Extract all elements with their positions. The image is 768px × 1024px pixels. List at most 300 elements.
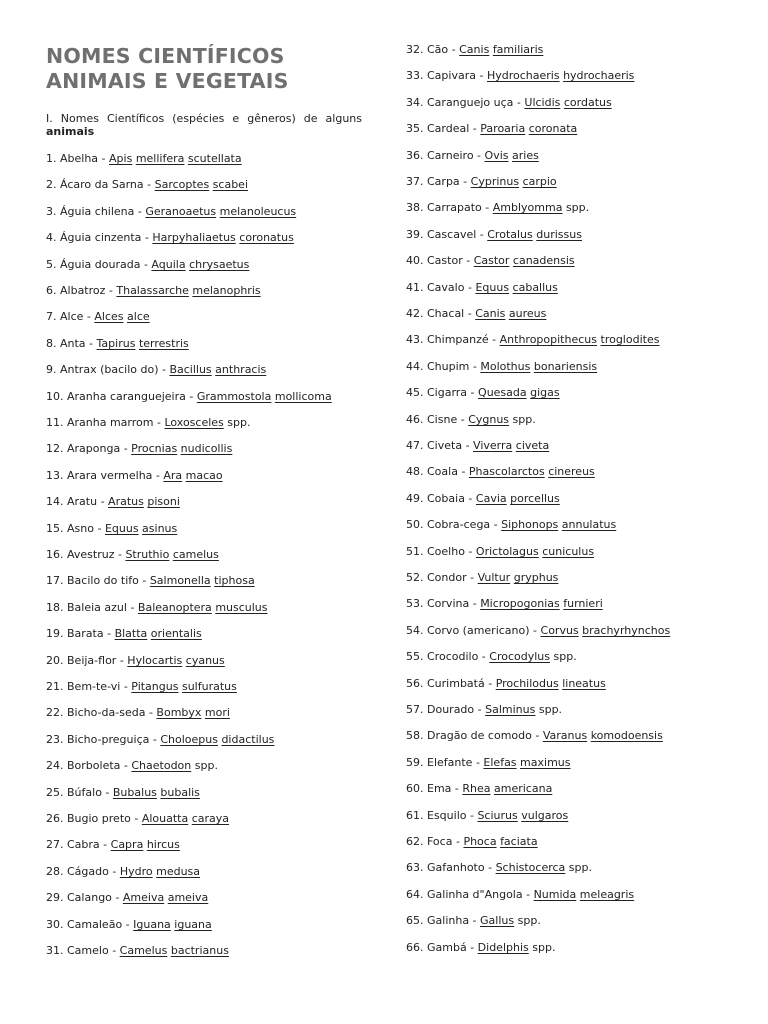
species-name: caraya	[191, 812, 230, 825]
item-number: 10.	[46, 390, 64, 403]
genus-name: Aquila	[151, 258, 186, 271]
genus-name: Sarcoptes	[154, 178, 210, 191]
list-item: 9. Antrax (bacilo do) - Bacillus anthracis	[46, 363, 267, 376]
list-item: 50. Cobra-cega - Siphonops annulatus	[406, 518, 617, 531]
list-item: 6. Albatroz - Thalassarche melanophris	[46, 284, 261, 297]
item-number: 54.	[406, 624, 424, 637]
genus-name: Quesada	[478, 386, 527, 399]
list-item: 64. Galinha d"Angola - Numida meleagris	[406, 888, 635, 901]
item-number: 43.	[406, 333, 424, 346]
common-name: Chimpanzé	[427, 333, 489, 346]
genus-name: Struthio	[125, 548, 170, 561]
genus-name: Grammostola	[196, 390, 272, 403]
item-number: 60.	[406, 782, 424, 795]
item-number: 42.	[406, 307, 424, 320]
list-item: 13. Arara vermelha - Ara macao	[46, 469, 223, 482]
genus-name: Schistocerca	[495, 861, 566, 874]
item-number: 36.	[406, 149, 424, 162]
species-name: annulatus	[561, 518, 617, 531]
item-number: 24.	[46, 759, 64, 772]
genus-name: Orictolagus	[475, 545, 539, 558]
list-item: 32. Cão - Canis familiaris	[406, 43, 544, 56]
item-number: 62.	[406, 835, 424, 848]
genus-name: Bubalus	[112, 786, 157, 799]
species-name: nudicollis	[180, 442, 233, 455]
list-item: 23. Bicho-preguiça - Choloepus didactilus	[46, 733, 275, 746]
genus-name: Canis	[475, 307, 506, 320]
item-number: 26.	[46, 812, 64, 825]
item-number: 63.	[406, 861, 424, 874]
list-item: 14. Aratu - Aratus pisoni	[46, 495, 180, 508]
list-item: 36. Carneiro - Ovis aries	[406, 149, 539, 162]
common-name: Alce	[60, 310, 84, 323]
genus-name: Viverra	[473, 439, 513, 452]
genus-name: Camelus	[119, 944, 168, 957]
item-number: 39.	[406, 228, 424, 241]
common-name: Aranha caranguejeira	[67, 390, 186, 403]
genus-name: Numida	[533, 888, 577, 901]
list-item: 54. Corvo (americano) - Corvus brachyrhynchos	[406, 624, 671, 637]
item-number: 40.	[406, 254, 424, 267]
item-number: 41.	[406, 281, 424, 294]
item-number: 9.	[46, 363, 57, 376]
common-name: Carrapato	[427, 201, 482, 214]
species-name: cyanus	[185, 654, 225, 667]
item-number: 2.	[46, 178, 57, 191]
species-suffix: spp.	[568, 861, 592, 874]
species-name: porcellus	[510, 492, 560, 505]
species-name: macao	[185, 469, 223, 482]
genus-name: Canis	[459, 43, 490, 56]
common-name: Cobaia	[427, 492, 465, 505]
species-name: ameiva	[167, 891, 209, 904]
item-number: 5.	[46, 258, 57, 271]
species-name: asinus	[142, 522, 178, 535]
species-name: melanoleucus	[219, 205, 297, 218]
list-item: 30. Camaleão - Iguana iguana	[46, 918, 212, 931]
genus-name: Hydrochaeris	[486, 69, 560, 82]
common-name: Corvina	[427, 597, 470, 610]
genus-name: Sciurus	[477, 809, 518, 822]
genus-name: Apis	[109, 152, 133, 165]
genus-name: Alouatta	[141, 812, 189, 825]
genus-name: Elefas	[483, 756, 517, 769]
list-item: 27. Cabra - Capra hircus	[46, 838, 180, 851]
item-number: 51.	[406, 545, 424, 558]
item-number: 50.	[406, 518, 424, 531]
common-name: Antrax (bacilo do)	[60, 363, 159, 376]
species-name: troglodites	[600, 333, 660, 346]
genus-name: Vultur	[477, 571, 511, 584]
item-number: 37.	[406, 175, 424, 188]
species-name: americana	[494, 782, 553, 795]
item-number: 14.	[46, 495, 64, 508]
genus-name: Bombyx	[156, 706, 202, 719]
species-name: iguana	[174, 918, 212, 931]
genus-name: Alces	[94, 310, 124, 323]
genus-name: Paroaria	[480, 122, 526, 135]
common-name: Crocodilo	[427, 650, 479, 663]
common-name: Aranha marrom	[67, 416, 154, 429]
species-suffix: spp.	[512, 413, 536, 426]
common-name: Gafanhoto	[427, 861, 485, 874]
genus-name: Salmonella	[149, 574, 211, 587]
common-name: Anta	[60, 337, 86, 350]
common-name: Dragão de comodo	[427, 729, 532, 742]
common-name: Aratu	[67, 495, 98, 508]
list-item: 39. Cascavel - Crotalus durissus	[406, 228, 582, 241]
common-name: Bicho-da-seda	[67, 706, 146, 719]
list-item: 34. Caranguejo uça - Ulcidis cordatus	[406, 96, 612, 109]
species-name: vulgaros	[521, 809, 569, 822]
item-number: 21.	[46, 680, 64, 693]
common-name: Cágado	[67, 865, 109, 878]
species-suffix: spp.	[517, 914, 541, 927]
species-name: komodoensis	[590, 729, 663, 742]
intro-paragraph	[46, 112, 362, 138]
common-name: Asno	[67, 522, 94, 535]
species-name: orientalis	[150, 627, 202, 640]
species-name: carpio	[522, 175, 557, 188]
item-number: 58.	[406, 729, 424, 742]
species-name: scutellata	[187, 152, 242, 165]
species-name: camelus	[172, 548, 219, 561]
common-name: Cão	[427, 43, 449, 56]
item-number: 48.	[406, 465, 424, 478]
common-name: Borboleta	[67, 759, 121, 772]
list-item: 55. Crocodilo - Crocodylus spp.	[406, 650, 577, 663]
species-name: bactrianus	[170, 944, 229, 957]
list-item: 4. Águia cinzenta - Harpyhaliaetus coronatus	[46, 231, 294, 244]
genus-name: Aratus	[108, 495, 144, 508]
genus-name: Corvus	[540, 624, 579, 637]
item-number: 32.	[406, 43, 424, 56]
item-number: 45.	[406, 386, 424, 399]
item-number: 65.	[406, 914, 424, 927]
item-number: 66.	[406, 941, 424, 954]
species-name: brachyrhynchos	[582, 624, 671, 637]
common-name: Cascavel	[427, 228, 477, 241]
list-item: 45. Cigarra - Quesada gigas	[406, 386, 560, 399]
species-suffix: spp.	[227, 416, 251, 429]
genus-name: Geranoaetus	[145, 205, 217, 218]
species-name: mellifera	[135, 152, 185, 165]
common-name: Curimbatá	[427, 677, 485, 690]
item-number: 44.	[406, 360, 424, 373]
list-item: 48. Coala - Phascolarctos cinereus	[406, 465, 595, 478]
list-item: 7. Alce - Alces alce	[46, 310, 150, 323]
common-name: Águia chilena	[60, 205, 135, 218]
genus-name: Ara	[163, 469, 183, 482]
common-name: Coelho	[427, 545, 465, 558]
common-name: Corvo (americano)	[427, 624, 530, 637]
species-name: hircus	[146, 838, 180, 851]
genus-name: Bacillus	[169, 363, 212, 376]
list-item: 22. Bicho-da-seda - Bombyx mori	[46, 706, 230, 719]
list-item: 62. Foca - Phoca faciata	[406, 835, 538, 848]
item-number: 29.	[46, 891, 64, 904]
species-name: caballus	[512, 281, 558, 294]
common-name: Araponga	[67, 442, 121, 455]
item-number: 34.	[406, 96, 424, 109]
common-name: Camaleão	[67, 918, 123, 931]
genus-name: Capra	[110, 838, 144, 851]
item-number: 15.	[46, 522, 64, 535]
genus-name: Thalassarche	[116, 284, 189, 297]
genus-name: Hylocartis	[127, 654, 183, 667]
genus-name: Siphonops	[501, 518, 559, 531]
item-number: 23.	[46, 733, 64, 746]
common-name: Elefante	[427, 756, 473, 769]
list-item: 31. Camelo - Camelus bactrianus	[46, 944, 229, 957]
common-name: Civeta	[427, 439, 463, 452]
genus-name: Gallus	[480, 914, 515, 927]
item-number: 3.	[46, 205, 57, 218]
species-name: furnieri	[563, 597, 603, 610]
list-item: 17. Bacilo do tifo - Salmonella tiphosa	[46, 574, 255, 587]
list-item: 66. Gambá - Didelphis spp.	[406, 941, 556, 954]
species-name: faciata	[500, 835, 538, 848]
genus-name: Cavia	[475, 492, 507, 505]
species-name: didactilus	[221, 733, 275, 746]
common-name: Ácaro da Sarna	[60, 178, 144, 191]
common-name: Esquilo	[427, 809, 467, 822]
item-number: 18.	[46, 601, 64, 614]
genus-name: Castor	[473, 254, 510, 267]
item-number: 55.	[406, 650, 424, 663]
species-name: cordatus	[563, 96, 612, 109]
item-number: 28.	[46, 865, 64, 878]
species-name: aureus	[508, 307, 547, 320]
common-name: Chupim	[427, 360, 470, 373]
list-item: 37. Carpa - Cyprinus carpio	[406, 175, 557, 188]
title-line-1: NOMES CIENTÍFICOS	[46, 44, 285, 68]
species-suffix: spp.	[538, 703, 563, 716]
common-name: Cardeal	[427, 122, 470, 135]
list-item: 60. Ema - Rhea americana	[406, 782, 553, 795]
species-name: melanophris	[192, 284, 261, 297]
species-name: maximus	[520, 756, 571, 769]
item-number: 30.	[46, 918, 64, 931]
common-name: Barata	[67, 627, 104, 640]
species-suffix: spp.	[532, 941, 556, 954]
species-name: cuniculus	[542, 545, 595, 558]
list-item: 40. Castor - Castor canadensis	[406, 254, 575, 267]
list-item: 33. Capivara - Hydrochaeris hydrochaeris	[406, 69, 635, 82]
genus-name: Anthropopithecus	[499, 333, 597, 346]
list-item: 16. Avestruz - Struthio camelus	[46, 548, 219, 561]
item-number: 35.	[406, 122, 424, 135]
common-name: Calango	[67, 891, 112, 904]
list-item: 53. Corvina - Micropogonias furnieri	[406, 597, 603, 610]
genus-name: Didelphis	[477, 941, 529, 954]
genus-name: Varanus	[542, 729, 588, 742]
common-name: Águia cinzenta	[60, 231, 142, 244]
list-item: 49. Cobaia - Cavia porcellus	[406, 492, 560, 505]
common-name: Carneiro	[427, 149, 474, 162]
genus-name: Choloepus	[160, 733, 218, 746]
list-item: 63. Gafanhoto - Schistocerca spp.	[406, 861, 592, 874]
species-name: gigas	[530, 386, 560, 399]
species-name: alce	[127, 310, 150, 323]
species-name: canadensis	[512, 254, 575, 267]
species-name: terrestris	[138, 337, 189, 350]
intro-text: I. Nomes Científicos (espécies e gêneros) de alguns	[46, 112, 362, 125]
species-name: pisoni	[147, 495, 180, 508]
species-name: aries	[512, 149, 539, 162]
species-name: sulfuratus	[181, 680, 237, 693]
genus-name: Tapirus	[96, 337, 136, 350]
species-name: scabei	[212, 178, 248, 191]
common-name: Cavalo	[427, 281, 465, 294]
item-number: 16.	[46, 548, 64, 561]
common-name: Avestruz	[67, 548, 115, 561]
genus-name: Crocodylus	[489, 650, 550, 663]
common-name: Bem-te-vi	[67, 680, 121, 693]
item-number: 25.	[46, 786, 64, 799]
item-number: 13.	[46, 469, 64, 482]
common-name: Camelo	[67, 944, 109, 957]
item-number: 7.	[46, 310, 57, 323]
intro-bold-word: animais	[46, 125, 95, 138]
genus-name: Ulcidis	[524, 96, 561, 109]
list-item: 46. Cisne - Cygnus spp.	[406, 413, 536, 426]
genus-name: Procnias	[131, 442, 178, 455]
item-number: 4.	[46, 231, 57, 244]
list-item: 56. Curimbatá - Prochilodus lineatus	[406, 677, 606, 690]
common-name: Ema	[427, 782, 452, 795]
species-name: chrysaetus	[189, 258, 250, 271]
genus-name: Blatta	[114, 627, 148, 640]
list-item: 26. Bugio preto - Alouatta caraya	[46, 812, 230, 825]
page-title	[46, 44, 289, 94]
list-item: 61. Esquilo - Sciurus vulgaros	[406, 809, 569, 822]
common-name: Bacilo do tifo	[67, 574, 139, 587]
item-number: 22.	[46, 706, 64, 719]
common-name: Castor	[427, 254, 463, 267]
genus-name: Crotalus	[487, 228, 533, 241]
species-name: bonariensis	[533, 360, 598, 373]
list-item: 25. Búfalo - Bubalus bubalis	[46, 786, 200, 799]
species-name: mollicoma	[274, 390, 332, 403]
genus-name: Ameiva	[122, 891, 165, 904]
common-name: Dourado	[427, 703, 475, 716]
species-name: coronata	[528, 122, 578, 135]
species-name: bubalis	[160, 786, 200, 799]
common-name: Águia dourada	[60, 258, 141, 271]
item-number: 57.	[406, 703, 424, 716]
list-item: 12. Araponga - Procnias nudicollis	[46, 442, 233, 455]
species-suffix: spp.	[565, 201, 590, 214]
item-number: 33.	[406, 69, 424, 82]
genus-name: Prochilodus	[495, 677, 559, 690]
genus-name: Iguana	[133, 918, 171, 931]
item-number: 59.	[406, 756, 424, 769]
list-item: 2. Ácaro da Sarna - Sarcoptes scabei	[46, 178, 248, 191]
list-item: 10. Aranha caranguejeira - Grammostola mollicoma	[46, 390, 332, 403]
species-name: cinereus	[548, 465, 595, 478]
common-name: Chacal	[427, 307, 465, 320]
genus-name: Phoca	[463, 835, 497, 848]
list-item: 51. Coelho - Orictolagus cuniculus	[406, 545, 595, 558]
common-name: Galinha	[427, 914, 470, 927]
item-number: 20.	[46, 654, 64, 667]
species-name: hydrochaeris	[563, 69, 635, 82]
genus-name: Cyprinus	[470, 175, 520, 188]
list-item: 65. Galinha - Gallus spp.	[406, 914, 541, 927]
item-number: 19.	[46, 627, 64, 640]
common-name: Galinha d"Angola	[427, 888, 523, 901]
genus-name: Micropogonias	[480, 597, 560, 610]
common-name: Cobra-cega	[427, 518, 491, 531]
item-number: 31.	[46, 944, 64, 957]
list-item: 28. Cágado - Hydro medusa	[46, 865, 201, 878]
title-line-2: ANIMAIS E VEGETAIS	[46, 69, 289, 93]
list-item: 47. Civeta - Viverra civeta	[406, 439, 550, 452]
common-name: Cabra	[67, 838, 100, 851]
item-number: 17.	[46, 574, 64, 587]
common-name: Capivara	[427, 69, 476, 82]
species-suffix: spp.	[194, 759, 218, 772]
common-name: Foca	[427, 835, 453, 848]
common-name: Condor	[427, 571, 467, 584]
species-name: durissus	[536, 228, 582, 241]
item-number: 47.	[406, 439, 424, 452]
species-name: coronatus	[239, 231, 294, 244]
list-item: 42. Chacal - Canis aureus	[406, 307, 547, 320]
genus-name: Hydro	[119, 865, 153, 878]
genus-name: Salminus	[485, 703, 536, 716]
list-item: 11. Aranha marrom - Loxosceles spp.	[46, 416, 251, 429]
species-name: meleagris	[579, 888, 635, 901]
common-name: Bicho-preguiça	[67, 733, 150, 746]
list-item: 59. Elefante - Elefas maximus	[406, 756, 571, 769]
item-number: 61.	[406, 809, 424, 822]
list-item: 35. Cardeal - Paroaria coronata	[406, 122, 578, 135]
genus-name: Equus	[104, 522, 139, 535]
common-name: Albatroz	[60, 284, 106, 297]
common-name: Bugio preto	[67, 812, 131, 825]
species-name: anthracis	[215, 363, 267, 376]
list-item: 15. Asno - Equus asinus	[46, 522, 178, 535]
item-number: 46.	[406, 413, 424, 426]
common-name: Cigarra	[427, 386, 468, 399]
genus-name: Amblyomma	[492, 201, 563, 214]
item-number: 11.	[46, 416, 64, 429]
genus-name: Chaetodon	[131, 759, 192, 772]
genus-name: Harpyhaliaetus	[152, 231, 236, 244]
list-item: 43. Chimpanzé - Anthropopithecus troglodites	[406, 333, 660, 346]
species-name: mori	[204, 706, 230, 719]
item-number: 6.	[46, 284, 57, 297]
genus-name: Equus	[475, 281, 510, 294]
common-name: Carpa	[427, 175, 460, 188]
common-name: Caranguejo uça	[427, 96, 514, 109]
species-name: tiphosa	[214, 574, 255, 587]
common-name: Gambá	[427, 941, 467, 954]
common-name: Beija-flor	[67, 654, 117, 667]
list-item: 44. Chupim - Molothus bonariensis	[406, 360, 598, 373]
common-name: Arara vermelha	[67, 469, 153, 482]
list-item: 1. Abelha - Apis mellifera scutellata	[46, 152, 242, 165]
item-number: 27.	[46, 838, 64, 851]
list-item: 29. Calango - Ameiva ameiva	[46, 891, 209, 904]
list-item: 58. Dragão de comodo - Varanus komodoensis	[406, 729, 663, 742]
species-name: gryphus	[513, 571, 559, 584]
item-number: 53.	[406, 597, 424, 610]
item-number: 52.	[406, 571, 424, 584]
list-item: 3. Águia chilena - Geranoaetus melanoleucus	[46, 205, 297, 218]
